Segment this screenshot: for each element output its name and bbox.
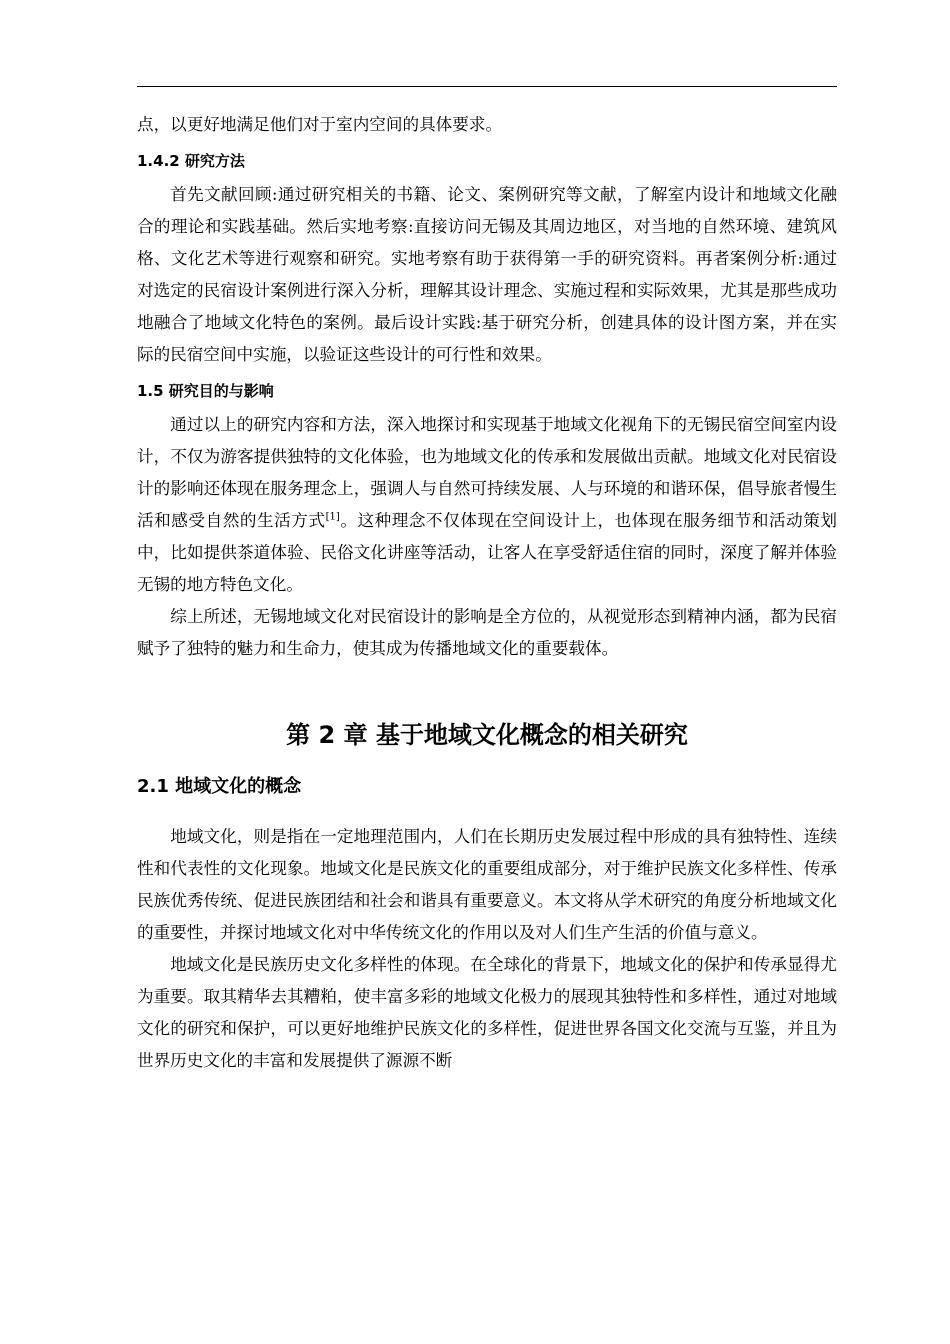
header-rule xyxy=(137,86,837,87)
research-methods-paragraph: 首先文献回顾:通过研究相关的书籍、论文、案例研究等文献，了解室内设计和地域文化融合的理论和实践基础。然后实地考察:直接访问无锡及其周边地区，对当地的自然环境、建筑风格、文化艺术等进行观察和研究。实地考察有助于获得第一手的研究资料。再者案例分析:通过对选定的民宿设计案例进行深入分析，理解其设计理念、实施过程和实际效果，尤其是那些成功地融合了地域文化特色的案例。最后设计实践:基于研究分析，创建具体的设计图方案，并在实际的民宿空间中实施，以验证这些设计的可行性和效果。 xyxy=(137,185,837,364)
chapter-title: 第 2 章 基于地域文化概念的相关研究 xyxy=(286,721,688,749)
summary-paragraph: 综上所述，无锡地域文化对民宿设计的影响是全方位的，从视觉形态到精神内涵，都为民宿赋予了独特的魅力和生命力，使其成为传播地域文化的重要载体。 xyxy=(137,607,837,658)
continuation-text: 点，以更好地满足他们对于室内空间的具体要求。 xyxy=(137,115,503,134)
research-purpose-paragraph xyxy=(137,409,837,601)
regional-culture-diversity-paragraph: 地域文化是民族历史文化多样性的体现。在全球化的背景下，地域文化的保护和传承显得尤为重要。取其精华去其糟粕，使丰富多彩的地域文化极力的展现其独特性和多样性，通过对地域文化的研究和保护，可以更好地维护民族文化的多样性，促进世界各国文化交流与互鉴，并且为世界历史文化的丰富和发展提供了源源不断 xyxy=(137,955,837,1070)
citation-marker[interactable]: [1] xyxy=(325,511,340,523)
paragraph-text: 通过以上的研究内容和方法，深入地探讨和实现基于地域文化视角下的无锡民宿空间室内设计，不仅为游客提供独特的文化体验，也为地域文化的传承和发展做出贡献。地域文化对民宿设计的影响还体现在服务理念上，强调人与自然可持续发展、人与环境的和谐环保，倡导旅者慢生活和感受自然的生活方式 xyxy=(137,415,837,530)
regional-culture-definition-paragraph: 地域文化，则是指在一定地理范围内，人们在长期历史发展过程中形成的具有独特性、连续性和代表性的文化现象。地域文化是民族文化的重要组成部分，对于维护民族文化多样性、传承民族优秀传统、促进民族团结和社会和谐具有重要意义。本文将从学术研究的角度分析地域文化的重要性，并探讨地域文化对中华传统文化的作用以及对人们生产生活的价值与意义。 xyxy=(137,827,837,942)
section-heading-2-1: 2.1 地域文化的概念 xyxy=(137,776,302,797)
section-heading-1-4-2: 1.4.2 研究方法 xyxy=(137,152,245,170)
document-body xyxy=(137,109,837,1077)
paragraph-text: 。这种理念不仅体现在空间设计上，也体现在服务细节和活动策划中，比如提供茶道体验、民俗文化讲座等活动，让客人在享受舒适住宿的同时，深度了解并体验无锡的地方特色文化。 xyxy=(137,511,838,594)
section-heading-1-5: 1.5 研究目的与影响 xyxy=(137,382,274,400)
